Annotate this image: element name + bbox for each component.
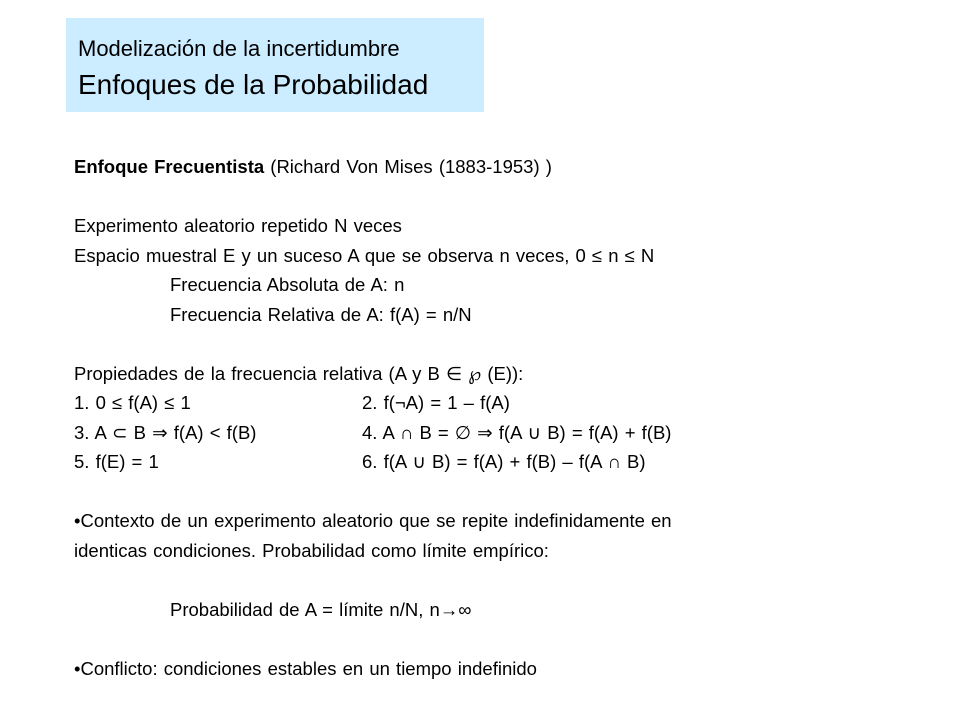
spacer <box>74 565 894 595</box>
property-item: 3. A ⊂ B ⇒ f(A) < f(B) <box>74 421 257 443</box>
title-box <box>66 18 484 112</box>
bullet-context: •Contexto de un experimento aleatorio que se repite indefinidamente en <box>74 510 672 531</box>
slide-content <box>74 152 894 683</box>
text-line: Espacio muestral E y un suceso A que se observa n veces, 0 ≤ n ≤ N <box>74 244 655 266</box>
section-heading <box>74 152 894 182</box>
properties-grid <box>74 388 894 477</box>
property-item: 4. A ∩ B = ∅ ⇒ f(A ∪ B) = f(A) + f(B) <box>362 421 672 443</box>
slide-title: Enfoques de la Probabilidad <box>78 69 429 100</box>
spacer <box>74 182 894 212</box>
bullet-conflict: •Conflicto: condiciones estables en un tiempo indefinido <box>74 657 537 679</box>
heading-rest: (Richard Von Mises (1883-1953) ) <box>264 156 552 177</box>
spacer <box>74 329 894 359</box>
property-item: 2. f(¬A) = 1 – f(A) <box>362 392 510 413</box>
slide-subtitle: Modelización de la incertidumbre <box>78 36 400 61</box>
property-item: 5. f(E) = 1 <box>74 451 159 472</box>
properties-title: Propiedades de la frecuencia relativa (A y B ∈ ℘ (E)): <box>74 362 524 384</box>
spacer <box>74 624 894 654</box>
spacer <box>74 477 894 507</box>
text-line: identicas condiciones. Probabilidad como límite empírico: <box>74 539 549 561</box>
property-item: 6. f(A ∪ B) = f(A) + f(B) – f(A ∩ B) <box>362 451 646 472</box>
heading-bold: Enfoque Frecuentista <box>74 156 265 177</box>
limit-formula: Probabilidad de A = límite n/N, n→∞ <box>170 598 472 620</box>
text-line-indented: Frecuencia Relativa de A: f(A) = n/N <box>170 303 472 325</box>
text-line: Experimento aleatorio repetido N veces <box>74 215 402 236</box>
property-item: 1. 0 ≤ f(A) ≤ 1 <box>74 392 191 413</box>
text-line-indented: Frecuencia Absoluta de A: n <box>170 274 405 295</box>
